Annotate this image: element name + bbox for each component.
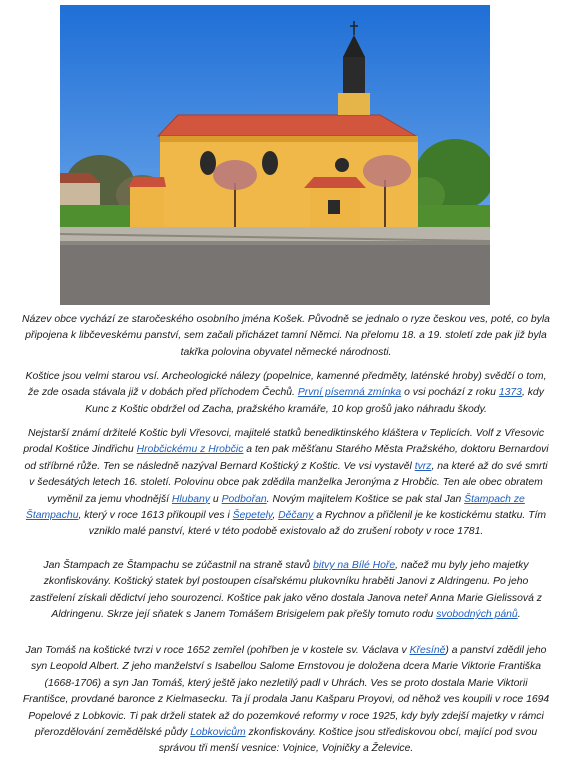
text-run: Jan Štampach ze Štampachu se zúčastnil na straně stavů <box>43 560 314 571</box>
paragraph-later-owners <box>22 643 550 758</box>
inline-link[interactable]: Křesíně <box>409 645 446 656</box>
paragraph-name-origin <box>22 312 550 361</box>
text-run: . <box>517 609 521 621</box>
text-run: u <box>210 493 222 505</box>
church-photo <box>60 5 490 305</box>
inline-link[interactable]: Podbořan <box>221 493 267 505</box>
inline-link[interactable]: Děčany <box>278 510 314 522</box>
text-run: Název obce vychází ze staročeského osobního jména Košek. Původně se jednalo o ryze českou ves, poté, co byla připojena k libčeveskému panství, sem začali přicházet tamní Němci. Na přelomu 18. a 19. století zde pak již byla takřka polovina obyvatel německé národnosti. <box>22 314 550 358</box>
inline-link[interactable]: První písemná zmínka <box>297 387 402 399</box>
inline-link[interactable]: Štampach ze Štampachu <box>25 493 525 522</box>
text-run: Nejstarší známí držitelé Koštic byli Vřesovci, majitelé statků benediktinského kláštera v Teplicích. Volf z Vřesovic prodal Koštice Jindřichu <box>23 428 545 456</box>
text-run: a ten pak měšťanu Starého Města Pražského, doktoru Bernardovi od stříbrné růže. Ten se následně nazýval Bernard Koštický z Koštic. Ve vsi vystavěl <box>24 444 549 472</box>
inline-link[interactable]: Hlubany <box>171 493 211 505</box>
text-run: Jan Tomáš na koštické tvrzi v roce 1652 zemřel (pohřben je v kostele sv. Václava v <box>25 645 410 656</box>
text-run: Koštice jsou velmi starou vsí. Archeologické nálezy (popelnice, kamenné předměty, laténské hroby) svědčí o tom, že zde osada stávala již v dobách před příchodem Čechů. <box>25 371 547 399</box>
paragraph-history-archaeology <box>22 369 550 418</box>
text-run: , kdy Kunc z Koštic obdržel od Zacha, pražského kramáře, 10 kop grošů jako náhradu škody. <box>85 387 544 415</box>
inline-link[interactable]: bitvy na Bílé Hoře <box>313 560 396 571</box>
inline-link[interactable]: Hrobčickému z Hrobčic <box>136 444 244 456</box>
text-run: ) a panství zdědil jeho syn Leopold Albert. Z jeho manželství s Isabellou Salome Ernstovou je doložena dcera Marie Viktorie Františka (1668-1706) a syn Jan Tomáš, který ještě jako nezletilý padl v Uhrách. Ves se proto dostala Marie Viktorii Františce, provdané baronce z Kielmasecku. Ta jí prodala Janu Kašparu Proyovi, od něhož ves koupili v roce 1694 Popelové z Lobkovic. Ti pak drželi statek až do pozemkové reformy v roce 1925, kdy byly zdejší majetky v rámci přerozdělování zemědělské půdy <box>22 645 550 739</box>
paragraph-owners <box>22 426 550 541</box>
inline-link[interactable]: 1373 <box>498 387 522 399</box>
text-run: , načež mu byly jeho majetky zkonfiskovány. Koštický statek byl postoupen císařskému plukovníku hraběti Janovi z Aldringenu. Po jeho zastřelení získali dědictví jeho sourozenci. Koštice pak jako věno dostala Janova neteř Anna Marie Gielissová z Aldringenu. Skrze její sňatek s Janem Tomášem Brisigelem pak přešly tomuto rodu <box>30 560 542 621</box>
text-run: , který v roce 1613 přikoupil ves i <box>78 510 233 522</box>
text-run: . Novým majitelem Koštice se pak stal Jan <box>266 493 465 505</box>
inline-link[interactable]: svobodných pánů <box>436 609 518 621</box>
text-run: zkonfiskovány. Koštice jsou střediskovou obcí, mající pod svou správou tři menší vesnice: Vojnice, Vojničky a Želevice. <box>158 727 538 755</box>
text-run: a Rychnov a přičlenil je ke kostickému statku. Tím vzniklo malé panství, které v této podobě existovalo až do zrušení roboty v roce 1781. <box>88 510 547 538</box>
text-run: , <box>272 510 279 522</box>
text-run: o vsi pochází z roku <box>401 387 499 399</box>
text-run: , na které až do své smrti v šedesátých letech 16. století. Polovinu obce pak zdědila manželka Jeronýma z Hrobčic. Ten ale obec obratem vyměnil za jemu vhodnější <box>29 460 548 505</box>
inline-link[interactable]: Šepetely <box>232 510 273 522</box>
inline-link[interactable]: Lobkovicům <box>190 727 246 739</box>
inline-link[interactable]: tvrz <box>414 460 432 472</box>
paragraph-bila-hora <box>22 558 550 624</box>
